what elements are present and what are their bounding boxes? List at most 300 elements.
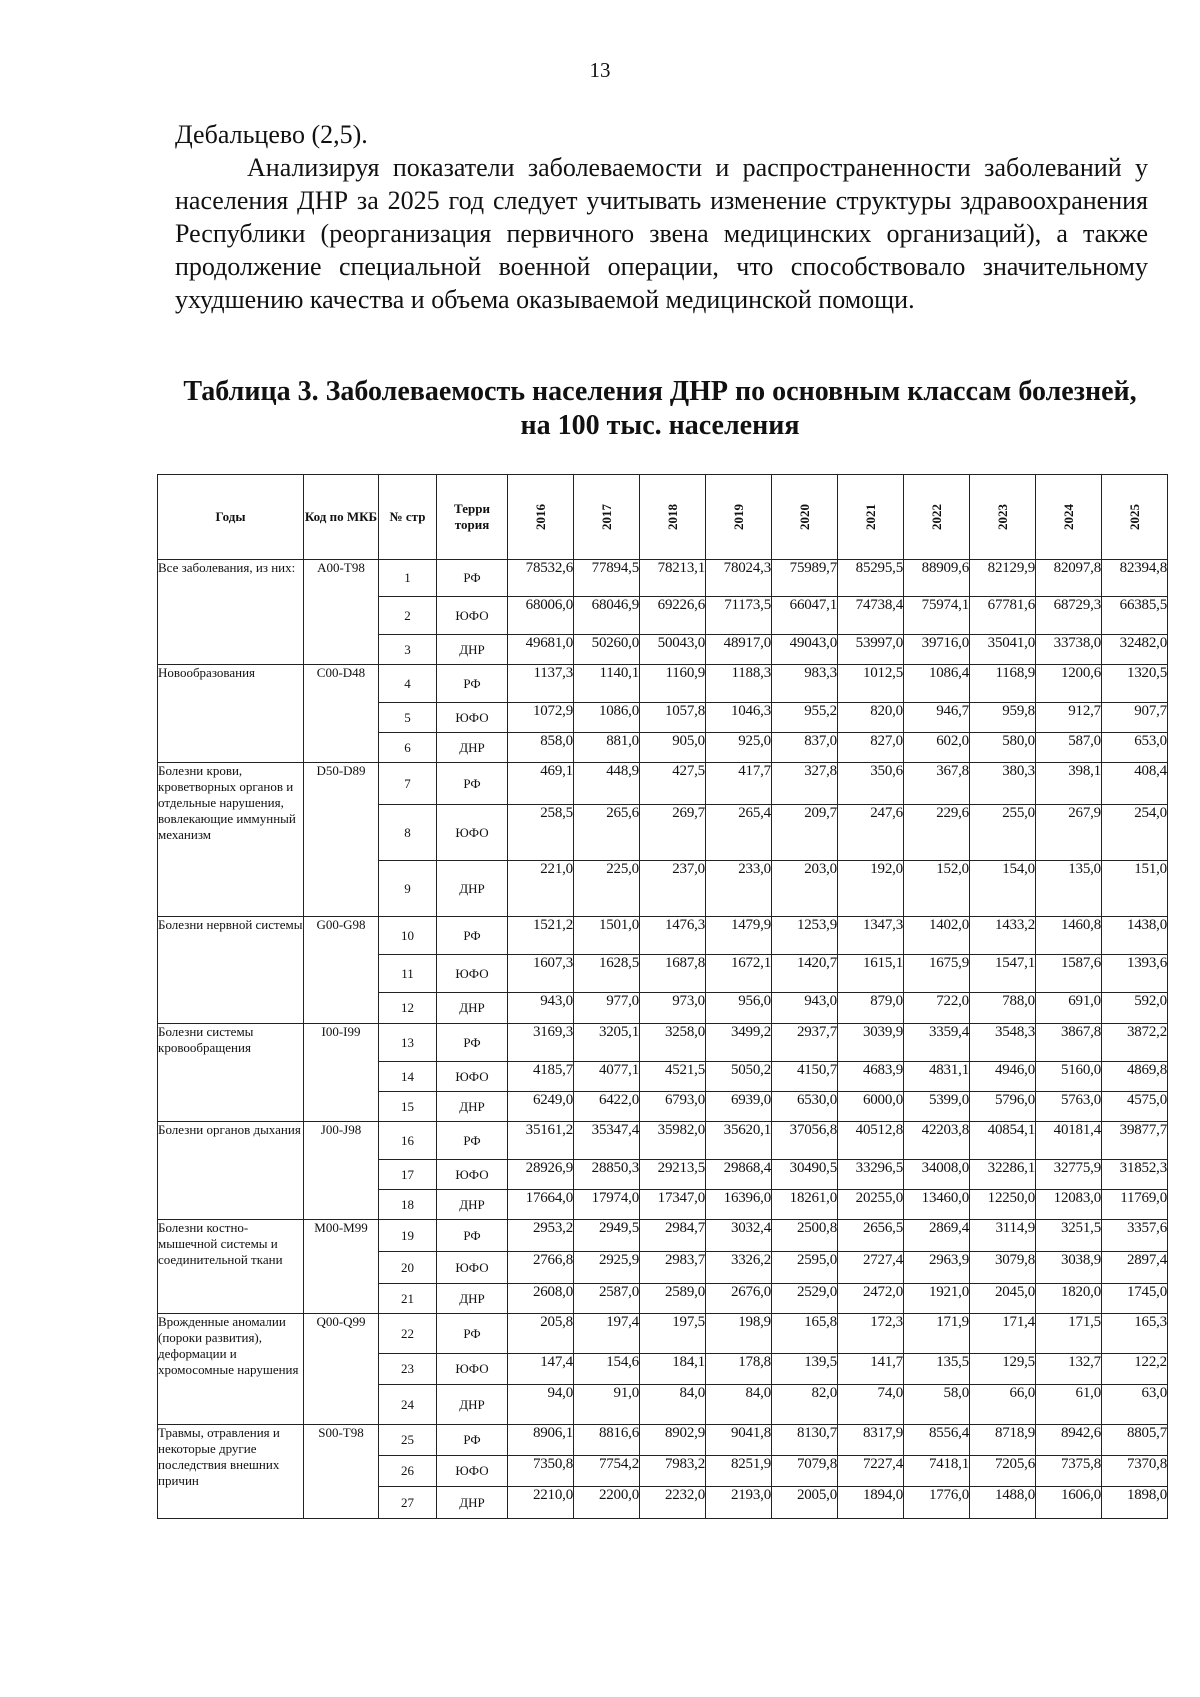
value-cell: 77894,5 xyxy=(574,560,640,597)
value-cell: 165,8 xyxy=(772,1314,838,1354)
value-cell: 233,0 xyxy=(706,861,772,917)
body-text xyxy=(175,118,1148,316)
table-row xyxy=(158,763,1168,805)
value-cell: 152,0 xyxy=(904,861,970,917)
value-cell: 50043,0 xyxy=(640,635,706,665)
value-cell: 2676,0 xyxy=(706,1284,772,1314)
value-cell: 1587,6 xyxy=(1036,955,1102,993)
value-cell: 5399,0 xyxy=(904,1092,970,1122)
row-number-cell: 4 xyxy=(379,665,437,703)
value-cell: 74738,4 xyxy=(838,597,904,635)
value-cell: 8556,4 xyxy=(904,1425,970,1456)
value-cell: 61,0 xyxy=(1036,1385,1102,1425)
icd-code-cell: M00-M99 xyxy=(304,1220,379,1314)
value-cell: 1547,1 xyxy=(970,955,1036,993)
value-cell: 3867,8 xyxy=(1036,1024,1102,1062)
value-cell: 1072,9 xyxy=(508,703,574,733)
value-cell: 4946,0 xyxy=(970,1062,1036,1092)
row-number-cell: 3 xyxy=(379,635,437,665)
value-cell: 1188,3 xyxy=(706,665,772,703)
value-cell: 879,0 xyxy=(838,993,904,1024)
territory-cell: ЮФО xyxy=(437,597,508,635)
value-cell: 82394,8 xyxy=(1102,560,1168,597)
territory-cell: РФ xyxy=(437,1220,508,1252)
value-cell: 39877,7 xyxy=(1102,1122,1168,1160)
value-cell: 141,7 xyxy=(838,1354,904,1385)
value-cell: 11769,0 xyxy=(1102,1190,1168,1220)
value-cell: 350,6 xyxy=(838,763,904,805)
value-cell: 827,0 xyxy=(838,733,904,763)
value-cell: 2953,2 xyxy=(508,1220,574,1252)
value-cell: 943,0 xyxy=(508,993,574,1024)
value-cell: 8942,6 xyxy=(1036,1425,1102,1456)
value-cell: 91,0 xyxy=(574,1385,640,1425)
value-cell: 912,7 xyxy=(1036,703,1102,733)
value-cell: 6939,0 xyxy=(706,1092,772,1122)
value-cell: 4683,9 xyxy=(838,1062,904,1092)
row-number-cell: 24 xyxy=(379,1385,437,1425)
value-cell: 35982,0 xyxy=(640,1122,706,1160)
row-number-cell: 11 xyxy=(379,955,437,993)
header-code: Код по МКБ xyxy=(304,475,379,560)
value-cell: 48917,0 xyxy=(706,635,772,665)
value-cell: 1521,2 xyxy=(508,917,574,955)
value-cell: 925,0 xyxy=(706,733,772,763)
value-cell: 587,0 xyxy=(1036,733,1102,763)
value-cell: 3548,3 xyxy=(970,1024,1036,1062)
value-cell: 40181,4 xyxy=(1036,1122,1102,1160)
value-cell: 1046,3 xyxy=(706,703,772,733)
value-cell: 1687,8 xyxy=(640,955,706,993)
value-cell: 94,0 xyxy=(508,1385,574,1425)
value-cell: 171,5 xyxy=(1036,1314,1102,1354)
value-cell: 1476,3 xyxy=(640,917,706,955)
value-cell: 17974,0 xyxy=(574,1190,640,1220)
territory-cell: ДНР xyxy=(437,993,508,1024)
value-cell: 7983,2 xyxy=(640,1456,706,1487)
value-cell: 983,3 xyxy=(772,665,838,703)
value-cell: 5050,2 xyxy=(706,1062,772,1092)
value-cell: 28850,3 xyxy=(574,1160,640,1190)
value-cell: 1253,9 xyxy=(772,917,838,955)
value-cell: 3039,9 xyxy=(838,1024,904,1062)
value-cell: 135,0 xyxy=(1036,861,1102,917)
territory-cell: ЮФО xyxy=(437,955,508,993)
header-year: 2016 xyxy=(508,475,574,560)
value-cell: 7205,6 xyxy=(970,1456,1036,1487)
value-cell: 2963,9 xyxy=(904,1252,970,1284)
value-cell: 1745,0 xyxy=(1102,1284,1168,1314)
value-cell: 1820,0 xyxy=(1036,1284,1102,1314)
value-cell: 3326,2 xyxy=(706,1252,772,1284)
value-cell: 398,1 xyxy=(1036,763,1102,805)
territory-cell: ДНР xyxy=(437,1092,508,1122)
value-cell: 2587,0 xyxy=(574,1284,640,1314)
value-cell: 184,1 xyxy=(640,1354,706,1385)
header-row-number: № стр xyxy=(379,475,437,560)
value-cell: 6000,0 xyxy=(838,1092,904,1122)
value-cell: 84,0 xyxy=(640,1385,706,1425)
value-cell: 3258,0 xyxy=(640,1024,706,1062)
value-cell: 247,6 xyxy=(838,805,904,861)
value-cell: 154,6 xyxy=(574,1354,640,1385)
icd-code-cell: Q00-Q99 xyxy=(304,1314,379,1425)
value-cell: 907,7 xyxy=(1102,703,1168,733)
value-cell: 78213,1 xyxy=(640,560,706,597)
value-cell: 49043,0 xyxy=(772,635,838,665)
value-cell: 40512,8 xyxy=(838,1122,904,1160)
value-cell: 1438,0 xyxy=(1102,917,1168,955)
value-cell: 12083,0 xyxy=(1036,1190,1102,1220)
value-cell: 68046,9 xyxy=(574,597,640,635)
value-cell: 8902,9 xyxy=(640,1425,706,1456)
value-cell: 255,0 xyxy=(970,805,1036,861)
icd-code-cell: C00-D48 xyxy=(304,665,379,763)
value-cell: 35347,4 xyxy=(574,1122,640,1160)
territory-cell: ЮФО xyxy=(437,805,508,861)
value-cell: 205,8 xyxy=(508,1314,574,1354)
table-body xyxy=(158,560,1168,1519)
value-cell: 427,5 xyxy=(640,763,706,805)
value-cell: 956,0 xyxy=(706,993,772,1024)
value-cell: 7350,8 xyxy=(508,1456,574,1487)
header-year: 2017 xyxy=(574,475,640,560)
value-cell: 69226,6 xyxy=(640,597,706,635)
row-number-cell: 16 xyxy=(379,1122,437,1160)
value-cell: 50260,0 xyxy=(574,635,640,665)
value-cell: 943,0 xyxy=(772,993,838,1024)
table-title xyxy=(140,375,1180,443)
value-cell: 237,0 xyxy=(640,861,706,917)
value-cell: 2608,0 xyxy=(508,1284,574,1314)
paragraph-1: Дебальцево (2,5). xyxy=(175,120,368,149)
value-cell: 6249,0 xyxy=(508,1092,574,1122)
value-cell: 203,0 xyxy=(772,861,838,917)
value-cell: 84,0 xyxy=(706,1385,772,1425)
value-cell: 1606,0 xyxy=(1036,1487,1102,1519)
row-number-cell: 1 xyxy=(379,560,437,597)
value-cell: 35041,0 xyxy=(970,635,1036,665)
value-cell: 35161,2 xyxy=(508,1122,574,1160)
value-cell: 955,2 xyxy=(772,703,838,733)
header-territory: Терри тория xyxy=(437,475,508,560)
value-cell: 858,0 xyxy=(508,733,574,763)
value-cell: 1057,8 xyxy=(640,703,706,733)
value-cell: 691,0 xyxy=(1036,993,1102,1024)
value-cell: 39716,0 xyxy=(904,635,970,665)
icd-code-cell: J00-J98 xyxy=(304,1122,379,1220)
value-cell: 820,0 xyxy=(838,703,904,733)
value-cell: 4521,5 xyxy=(640,1062,706,1092)
value-cell: 3357,6 xyxy=(1102,1220,1168,1252)
value-cell: 129,5 xyxy=(970,1354,1036,1385)
table-row xyxy=(158,1314,1168,1354)
value-cell: 178,8 xyxy=(706,1354,772,1385)
value-cell: 33738,0 xyxy=(1036,635,1102,665)
value-cell: 68729,3 xyxy=(1036,597,1102,635)
value-cell: 32286,1 xyxy=(970,1160,1036,1190)
territory-cell: ДНР xyxy=(437,1385,508,1425)
value-cell: 198,9 xyxy=(706,1314,772,1354)
value-cell: 4150,7 xyxy=(772,1062,838,1092)
value-cell: 2005,0 xyxy=(772,1487,838,1519)
value-cell: 602,0 xyxy=(904,733,970,763)
value-cell: 5160,0 xyxy=(1036,1062,1102,1092)
value-cell: 1628,5 xyxy=(574,955,640,993)
row-number-cell: 22 xyxy=(379,1314,437,1354)
territory-cell: РФ xyxy=(437,1425,508,1456)
value-cell: 30490,5 xyxy=(772,1160,838,1190)
value-cell: 367,8 xyxy=(904,763,970,805)
value-cell: 139,5 xyxy=(772,1354,838,1385)
value-cell: 2232,0 xyxy=(640,1487,706,1519)
value-cell: 7375,8 xyxy=(1036,1456,1102,1487)
value-cell: 9041,8 xyxy=(706,1425,772,1456)
value-cell: 4869,8 xyxy=(1102,1062,1168,1092)
value-cell: 265,6 xyxy=(574,805,640,861)
value-cell: 1200,6 xyxy=(1036,665,1102,703)
value-cell: 1160,9 xyxy=(640,665,706,703)
value-cell: 132,7 xyxy=(1036,1354,1102,1385)
header-year: 2018 xyxy=(640,475,706,560)
value-cell: 2766,8 xyxy=(508,1252,574,1284)
value-cell: 267,9 xyxy=(1036,805,1102,861)
value-cell: 53997,0 xyxy=(838,635,904,665)
header-year: 2022 xyxy=(904,475,970,560)
value-cell: 122,2 xyxy=(1102,1354,1168,1385)
value-cell: 3032,4 xyxy=(706,1220,772,1252)
value-cell: 1320,5 xyxy=(1102,665,1168,703)
value-cell: 469,1 xyxy=(508,763,574,805)
value-cell: 66047,1 xyxy=(772,597,838,635)
value-cell: 408,4 xyxy=(1102,763,1168,805)
value-cell: 135,5 xyxy=(904,1354,970,1385)
disease-class-cell: Болезни нервной системы xyxy=(158,917,304,1024)
value-cell: 1607,3 xyxy=(508,955,574,993)
value-cell: 42203,8 xyxy=(904,1122,970,1160)
row-number-cell: 17 xyxy=(379,1160,437,1190)
value-cell: 66,0 xyxy=(970,1385,1036,1425)
row-number-cell: 6 xyxy=(379,733,437,763)
value-cell: 172,3 xyxy=(838,1314,904,1354)
row-number-cell: 10 xyxy=(379,917,437,955)
value-cell: 8130,7 xyxy=(772,1425,838,1456)
value-cell: 2949,5 xyxy=(574,1220,640,1252)
value-cell: 33296,5 xyxy=(838,1160,904,1190)
value-cell: 67781,6 xyxy=(970,597,1036,635)
value-cell: 5796,0 xyxy=(970,1092,1036,1122)
value-cell: 1086,0 xyxy=(574,703,640,733)
disease-class-cell: Врожденные аномалии (пороки развития), деформации и хромосомные нарушения xyxy=(158,1314,304,1425)
table-header-row xyxy=(158,475,1168,560)
value-cell: 3205,1 xyxy=(574,1024,640,1062)
value-cell: 2984,7 xyxy=(640,1220,706,1252)
value-cell: 35620,1 xyxy=(706,1122,772,1160)
icd-code-cell: I00-I99 xyxy=(304,1024,379,1122)
icd-code-cell: S00-T98 xyxy=(304,1425,379,1519)
row-number-cell: 12 xyxy=(379,993,437,1024)
value-cell: 580,0 xyxy=(970,733,1036,763)
value-cell: 269,7 xyxy=(640,805,706,861)
value-cell: 68006,0 xyxy=(508,597,574,635)
value-cell: 34008,0 xyxy=(904,1160,970,1190)
row-number-cell: 5 xyxy=(379,703,437,733)
value-cell: 2210,0 xyxy=(508,1487,574,1519)
value-cell: 977,0 xyxy=(574,993,640,1024)
territory-cell: ДНР xyxy=(437,635,508,665)
value-cell: 20255,0 xyxy=(838,1190,904,1220)
value-cell: 12250,0 xyxy=(970,1190,1036,1220)
value-cell: 2589,0 xyxy=(640,1284,706,1314)
morbidity-table xyxy=(157,474,1168,1519)
row-number-cell: 18 xyxy=(379,1190,437,1220)
value-cell: 448,9 xyxy=(574,763,640,805)
value-cell: 2500,8 xyxy=(772,1220,838,1252)
value-cell: 229,6 xyxy=(904,805,970,861)
value-cell: 946,7 xyxy=(904,703,970,733)
table-row xyxy=(158,1122,1168,1160)
territory-cell: ЮФО xyxy=(437,1252,508,1284)
territory-cell: ДНР xyxy=(437,1487,508,1519)
value-cell: 2529,0 xyxy=(772,1284,838,1314)
value-cell: 6793,0 xyxy=(640,1092,706,1122)
territory-cell: ЮФО xyxy=(437,1062,508,1092)
value-cell: 380,3 xyxy=(970,763,1036,805)
header-year: 2021 xyxy=(838,475,904,560)
row-number-cell: 2 xyxy=(379,597,437,635)
row-number-cell: 27 xyxy=(379,1487,437,1519)
value-cell: 82129,9 xyxy=(970,560,1036,597)
value-cell: 1137,3 xyxy=(508,665,574,703)
value-cell: 2472,0 xyxy=(838,1284,904,1314)
value-cell: 66385,5 xyxy=(1102,597,1168,635)
value-cell: 1012,5 xyxy=(838,665,904,703)
value-cell: 1898,0 xyxy=(1102,1487,1168,1519)
value-cell: 5763,0 xyxy=(1036,1092,1102,1122)
value-cell: 8805,7 xyxy=(1102,1425,1168,1456)
territory-cell: ЮФО xyxy=(437,1354,508,1385)
row-number-cell: 14 xyxy=(379,1062,437,1092)
value-cell: 197,5 xyxy=(640,1314,706,1354)
header-year: 2025 xyxy=(1102,475,1168,560)
value-cell: 58,0 xyxy=(904,1385,970,1425)
value-cell: 7754,2 xyxy=(574,1456,640,1487)
value-cell: 417,7 xyxy=(706,763,772,805)
value-cell: 209,7 xyxy=(772,805,838,861)
table-row xyxy=(158,1425,1168,1456)
territory-cell: РФ xyxy=(437,1122,508,1160)
value-cell: 4831,1 xyxy=(904,1062,970,1092)
value-cell: 13460,0 xyxy=(904,1190,970,1220)
value-cell: 1168,9 xyxy=(970,665,1036,703)
value-cell: 1433,2 xyxy=(970,917,1036,955)
value-cell: 17347,0 xyxy=(640,1190,706,1220)
value-cell: 85295,5 xyxy=(838,560,904,597)
value-cell: 1675,9 xyxy=(904,955,970,993)
value-cell: 8816,6 xyxy=(574,1425,640,1456)
value-cell: 2200,0 xyxy=(574,1487,640,1519)
value-cell: 8718,9 xyxy=(970,1425,1036,1456)
value-cell: 147,4 xyxy=(508,1354,574,1385)
row-number-cell: 9 xyxy=(379,861,437,917)
value-cell: 7418,1 xyxy=(904,1456,970,1487)
value-cell: 1347,3 xyxy=(838,917,904,955)
value-cell: 3114,9 xyxy=(970,1220,1036,1252)
value-cell: 8317,9 xyxy=(838,1425,904,1456)
value-cell: 151,0 xyxy=(1102,861,1168,917)
table-row xyxy=(158,560,1168,597)
table-title-line-2: на 100 тыс. населения xyxy=(520,410,800,441)
value-cell: 2925,9 xyxy=(574,1252,640,1284)
value-cell: 28926,9 xyxy=(508,1160,574,1190)
page-number: 13 xyxy=(589,58,611,82)
value-cell: 49681,0 xyxy=(508,635,574,665)
table-row xyxy=(158,665,1168,703)
value-cell: 29213,5 xyxy=(640,1160,706,1190)
value-cell: 78532,6 xyxy=(508,560,574,597)
header-year: 2024 xyxy=(1036,475,1102,560)
row-number-cell: 20 xyxy=(379,1252,437,1284)
value-cell: 4077,1 xyxy=(574,1062,640,1092)
disease-class-cell: Болезни костно-мышечной системы и соединительной ткани xyxy=(158,1220,304,1314)
territory-cell: ДНР xyxy=(437,733,508,763)
value-cell: 3872,2 xyxy=(1102,1024,1168,1062)
value-cell: 17664,0 xyxy=(508,1190,574,1220)
row-number-cell: 25 xyxy=(379,1425,437,1456)
value-cell: 71173,5 xyxy=(706,597,772,635)
value-cell: 82,0 xyxy=(772,1385,838,1425)
value-cell: 254,0 xyxy=(1102,805,1168,861)
value-cell: 4575,0 xyxy=(1102,1092,1168,1122)
value-cell: 171,9 xyxy=(904,1314,970,1354)
value-cell: 88909,6 xyxy=(904,560,970,597)
value-cell: 3499,2 xyxy=(706,1024,772,1062)
territory-cell: ЮФО xyxy=(437,1456,508,1487)
row-number-cell: 23 xyxy=(379,1354,437,1385)
value-cell: 3169,3 xyxy=(508,1024,574,1062)
disease-class-cell: Болезни крови, кроветворных органов и отдельные нарушения, вовлекающие иммунный механизм xyxy=(158,763,304,917)
value-cell: 881,0 xyxy=(574,733,640,763)
icd-code-cell: А00-Т98 xyxy=(304,560,379,665)
value-cell: 1420,7 xyxy=(772,955,838,993)
value-cell: 3359,4 xyxy=(904,1024,970,1062)
value-cell: 7370,8 xyxy=(1102,1456,1168,1487)
disease-class-cell: Болезни органов дыхания xyxy=(158,1122,304,1220)
value-cell: 265,4 xyxy=(706,805,772,861)
value-cell: 2193,0 xyxy=(706,1487,772,1519)
territory-cell: РФ xyxy=(437,763,508,805)
value-cell: 2045,0 xyxy=(970,1284,1036,1314)
table-title-line-1: Таблица 3. Заболеваемость населения ДНР по основным классам болезней, xyxy=(183,376,1137,407)
value-cell: 154,0 xyxy=(970,861,1036,917)
value-cell: 40854,1 xyxy=(970,1122,1036,1160)
value-cell: 197,4 xyxy=(574,1314,640,1354)
disease-class-cell: Болезни системы кровообращения xyxy=(158,1024,304,1122)
value-cell: 2727,4 xyxy=(838,1252,904,1284)
value-cell: 31852,3 xyxy=(1102,1160,1168,1190)
row-number-cell: 15 xyxy=(379,1092,437,1122)
value-cell: 192,0 xyxy=(838,861,904,917)
row-number-cell: 7 xyxy=(379,763,437,805)
table-row xyxy=(158,1220,1168,1252)
value-cell: 1402,0 xyxy=(904,917,970,955)
row-number-cell: 13 xyxy=(379,1024,437,1062)
value-cell: 3038,9 xyxy=(1036,1252,1102,1284)
value-cell: 4185,7 xyxy=(508,1062,574,1092)
value-cell: 905,0 xyxy=(640,733,706,763)
row-number-cell: 19 xyxy=(379,1220,437,1252)
value-cell: 29868,4 xyxy=(706,1160,772,1190)
